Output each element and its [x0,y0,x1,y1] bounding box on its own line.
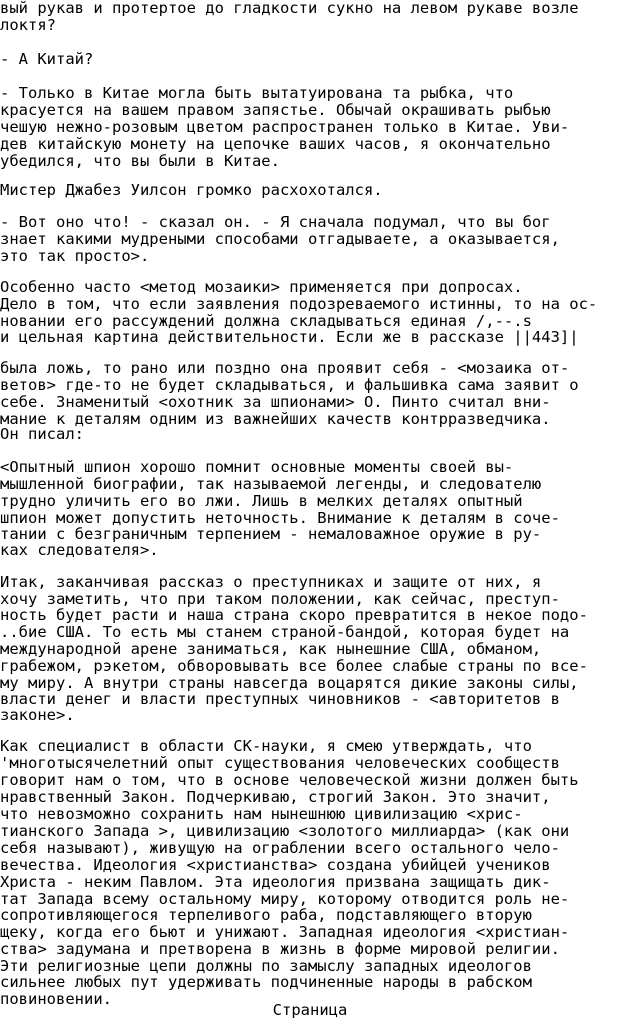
text-line: повиновении. [0,990,112,1008]
text-line: Мистер Джабез Уилсон громко расхохотался. [0,181,383,199]
text-line: мышленной биографии, так называемой легенды, и следователю [0,475,542,493]
text-line: му миру. А внутри страны навсегда воцарятся дикие законы силы, [0,674,579,692]
text-line: дев китайскую монету на цепочке ваших часов, я окончательно [0,135,551,153]
text-line: локтя? [0,16,56,34]
text-line: ветов> где-то не будет складываться, и фальшивка сама заявит о [0,376,579,394]
text-line: Эти религиозные цепи должны по замыслу западных идеологов [0,957,532,975]
text-line: тианского Запада >, цивилизацию <золотого миллиарда> (как они [0,822,570,840]
text-line: сопротивляющегося терпеливого раба, подставляющего вторую [0,906,532,924]
text-line: сильнее любых пут удерживать подчиненные народы в рабском [0,973,532,991]
text-line: убедился, что вы были в Китае. [0,152,280,170]
text-line: тат Запада всему остальному миру, которому отводится роль не- [0,890,570,908]
text-line: красуется на вашем правом запястье. Обычай окрашивать рыбью [0,101,551,119]
text-line: себе. Знаменитый <охотник за шпионами> О. Пинто считал вни- [0,393,551,411]
text-line: ства> задумана и претворена в жизнь в форме мировой религии. [0,940,560,958]
text-line: ..бие США. То есть мы станем страной-бандой, которая будет на [0,623,570,641]
text-line: что невозможно сохранить нам нынешнюю цивилизацию <хрис- [0,805,523,823]
text-line: шпион может допустить неточность. Внимание к деталям в соче- [0,509,560,527]
text-line: международной арене заниматься, как нынешние США, обманом, [0,640,542,658]
text-line: - А Китай? [0,50,94,68]
text-line: - Только в Китае могла быть вытатуирована та рыбка, что [0,84,514,102]
text-line: трудно уличить его во лжи. Лишь в мелких деталях опытный [0,492,523,510]
text-line: нравственный Закон. Подчеркиваю, строгий Закон. Это значит, [0,788,551,806]
text-line: была ложь, то рано или поздно она проявит себя - <мозаика от- [0,359,570,377]
text-line: и цельная картина действительности. Если же в рассказе ||443]| [0,328,579,346]
text-line: щеку, когда его бьют и унижают. Западная идеология <христиан- [0,923,570,941]
text-line: вечества. Идеология <христианства> создана убийцей учеников [0,856,551,874]
text-line: мание к деталям одним из важнейших качеств контрразведчика. [0,410,551,428]
text-line: Как специалист в области СК-науки, я смею утверждать, что [0,737,532,755]
text-line: Итак, заканчивая рассказ о преступниках и защите от них, я [0,573,542,591]
text-line: Он писал: [0,425,84,443]
text-line: <Опытный шпион хорошо помнит основные моменты своей вы- [0,458,514,476]
text-line: Особенно часто <метод мозаики> применяется при допросах. [0,278,523,296]
text-line: Дело в том, что если заявления подозреваемого истинны, то на ос- [0,295,598,313]
text-line: ках следователя>. [0,541,159,559]
text-line: себя называют), живущую на ограблении всего остального чело- [0,839,560,857]
text-line: ность будет расти и наша страна скоро превратится в некое подо- [0,606,588,624]
text-line: это так просто>. [0,247,150,265]
text-line: грабежом, рэкетом, обворовывать все более слабые страны по все- [0,657,588,675]
text-line: чешую нежно-розовым цветом распространен только в Китае. Уви- [0,118,570,136]
text-line: законе>. [0,706,75,724]
text-line: тании с безграничным терпением - немаловажное оружие в ру- [0,525,542,543]
text-line: хочу заметить, что при таком положении, как сейчас, преступ- [0,590,560,608]
text-line: 'многотысячелетний опыт существования человеческих сообществ [0,754,560,772]
text-line: говорит нам о том, что в основе человеческой жизни должен быть [0,771,579,789]
text-line: Христа - неким Павлом. Эта идеология призвана защищать дик- [0,873,551,891]
text-line: - Вот оно что! - сказал он. - Я сначала подумал, что вы бог [0,213,551,231]
page-footer-label: Страница [272,1001,348,1019]
text-line: новании его рассуждений должна складываться единая /,--.s [0,312,532,330]
text-line: власти денег и власти преступных чиновников - <авторитетов в [0,690,560,708]
text-line: знает какими мудреными способами отгадываете, а оказывается, [0,230,560,248]
text-line: вый рукав и протертое до гладкости сукно на левом рукаве возле [0,0,579,17]
